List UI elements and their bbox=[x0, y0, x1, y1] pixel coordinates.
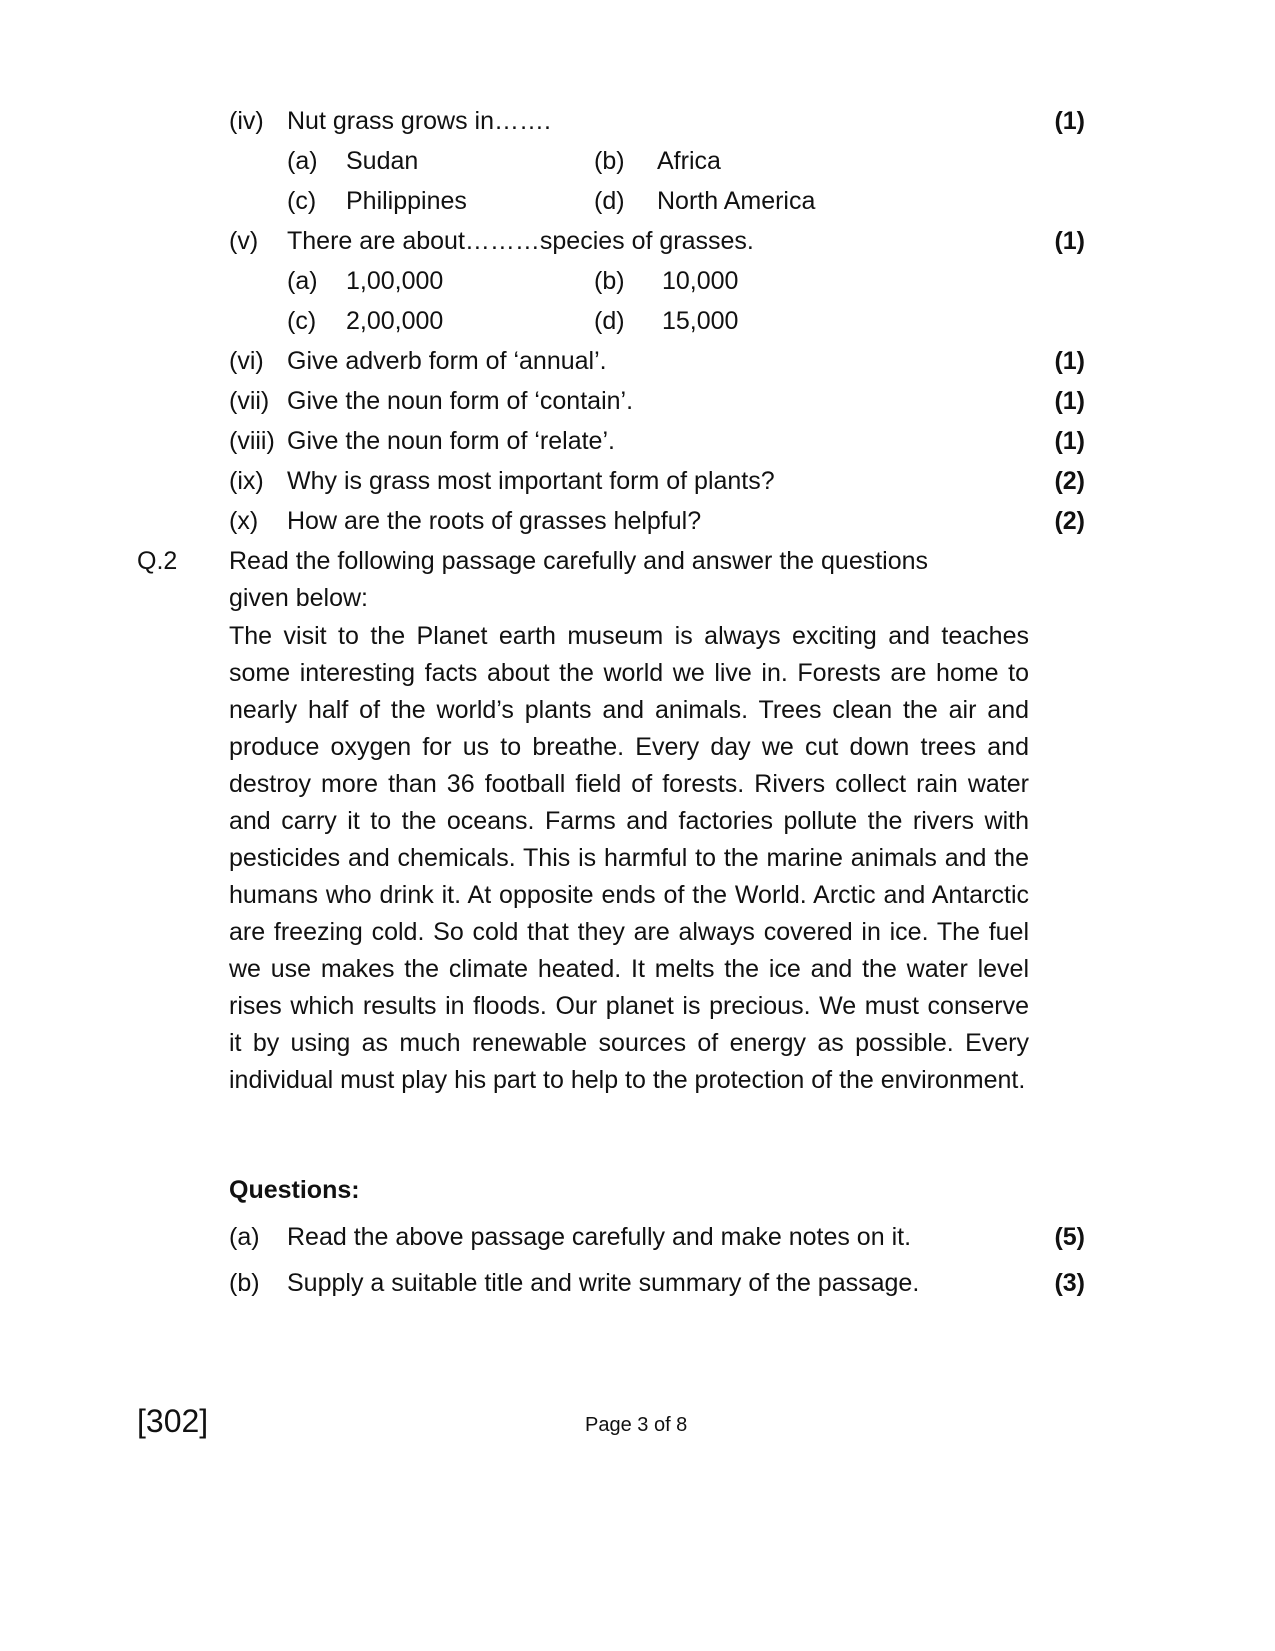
question-marks: (1) bbox=[1054, 427, 1085, 455]
option-label: (d) bbox=[594, 187, 625, 215]
question-marks: (1) bbox=[1054, 107, 1085, 135]
option-text: 10,000 bbox=[662, 267, 739, 295]
option-label: (b) bbox=[594, 267, 625, 295]
sub-question-label: (a) bbox=[229, 1223, 260, 1251]
question-text: How are the roots of grasses helpful? bbox=[287, 507, 702, 535]
question-number: (iv) bbox=[229, 107, 264, 135]
option-text: North America bbox=[657, 187, 816, 215]
question-marks: (1) bbox=[1054, 347, 1085, 375]
question-text: Give the noun form of ‘contain’. bbox=[287, 387, 634, 415]
option-text: 2,00,000 bbox=[346, 307, 444, 335]
question-marks: (1) bbox=[1054, 227, 1085, 255]
option-text: 1,00,000 bbox=[346, 267, 444, 295]
question-marks: (1) bbox=[1054, 387, 1085, 415]
sub-question-marks: (5) bbox=[1054, 1223, 1085, 1251]
option-label: (d) bbox=[594, 307, 625, 335]
option-label: (b) bbox=[594, 147, 625, 175]
question-text: Give the noun form of ‘relate’. bbox=[287, 427, 615, 455]
q2-instruction: Read the following passage carefully and answer the questions bbox=[229, 547, 929, 575]
paper-code: [302] bbox=[137, 1403, 209, 1439]
page-number: Page 3 of 8 bbox=[585, 1414, 688, 1436]
question-text: There are about………species of grasses. bbox=[287, 227, 754, 255]
option-text: Philippines bbox=[346, 187, 467, 215]
question-text: Give adverb form of ‘annual’. bbox=[287, 347, 607, 375]
questions-heading: Questions: bbox=[229, 1176, 360, 1204]
sub-question-text: Read the above passage carefully and make notes on it. bbox=[287, 1223, 912, 1251]
question-text: Why is grass most important form of plants? bbox=[287, 467, 775, 495]
question-text: Nut grass grows in……. bbox=[287, 107, 551, 135]
q2-instruction-cont: given below: bbox=[229, 584, 368, 612]
option-text: Africa bbox=[657, 147, 721, 175]
sub-question-label: (b) bbox=[229, 1269, 260, 1297]
option-label: (a) bbox=[287, 267, 318, 295]
q2-number: Q.2 bbox=[137, 547, 178, 575]
option-text: Sudan bbox=[346, 147, 419, 175]
sub-question-marks: (3) bbox=[1054, 1269, 1085, 1297]
question-number: (viii) bbox=[229, 427, 275, 455]
question-number: (vi) bbox=[229, 347, 264, 375]
question-marks: (2) bbox=[1054, 467, 1085, 495]
question-number: (x) bbox=[229, 507, 259, 535]
option-label: (a) bbox=[287, 147, 318, 175]
option-label: (c) bbox=[287, 187, 317, 215]
question-marks: (2) bbox=[1054, 507, 1085, 535]
q2-passage: The visit to the Planet earth museum is always exciting and teaches some interesting facts about the world we live in. Forests are home to nearly half of the world’s plants and animals. Trees clean the air and produce oxygen for us to breathe. Every day we cut down trees and destroy more than 36 football field of forests. Rivers collect rain water and carry it to the oceans. Farms and factories pollute the rivers with pesticides and chemicals. This is harmful to the marine animals and the humans who drink it. At opposite ends of the World. Arctic and Antarctic are freezing cold. So cold that they are always covered in ice. The fuel we use makes the climate heated. It melts the ice and the water level rises which results in floods. Our planet is precious. We must conserve it by using as much renewable sources of energy as possible. Every individual must play his part to help to the protection of the environment. bbox=[229, 622, 1029, 1094]
question-number: (v) bbox=[229, 227, 259, 255]
question-number: (vii) bbox=[229, 387, 270, 415]
sub-question-text: Supply a suitable title and write summary of the passage. bbox=[287, 1269, 920, 1297]
option-label: (c) bbox=[287, 307, 317, 335]
question-number: (ix) bbox=[229, 467, 264, 495]
option-text: 15,000 bbox=[662, 307, 739, 335]
